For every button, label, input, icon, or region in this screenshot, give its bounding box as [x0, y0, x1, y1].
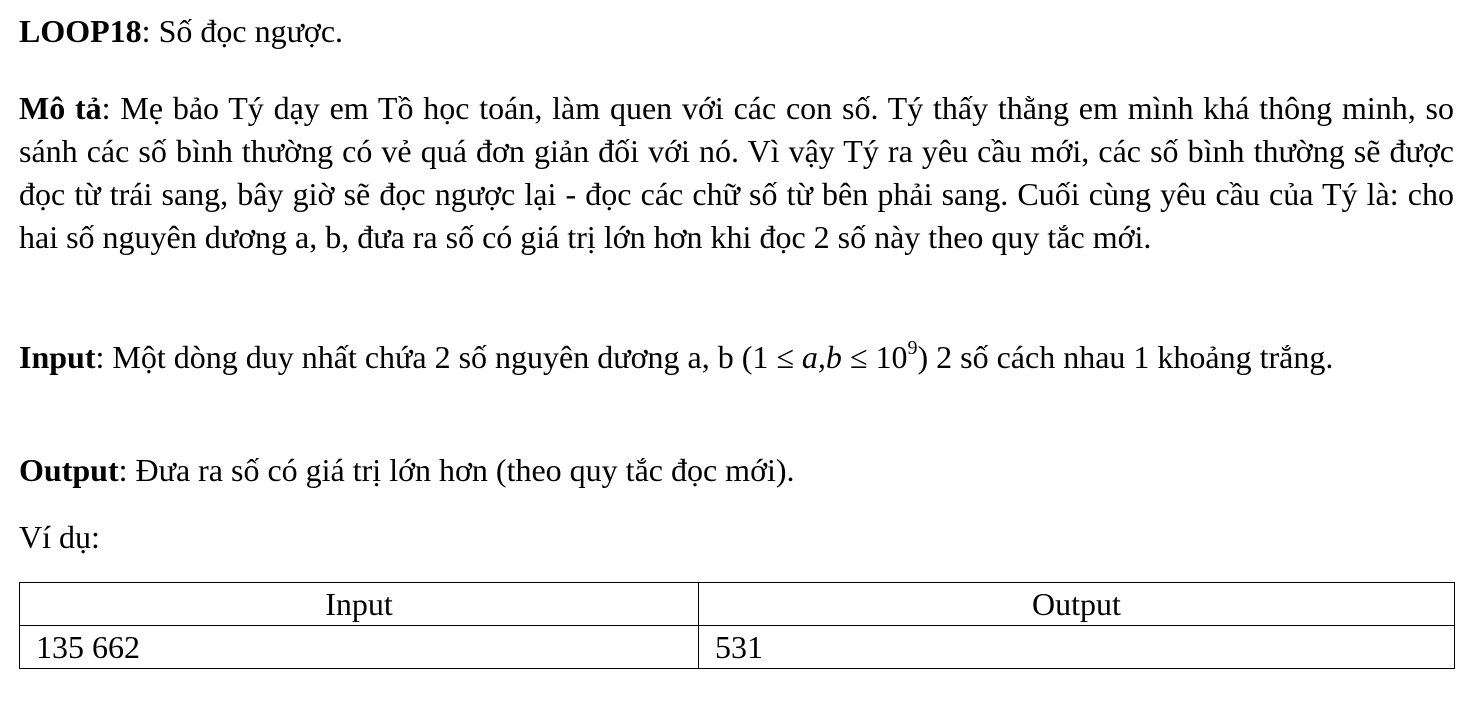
- table-header-output: Output: [699, 583, 1455, 626]
- input-exponent: 9: [907, 337, 918, 360]
- problem-code: LOOP18: [19, 13, 142, 49]
- example-label: Ví dụ:: [19, 519, 100, 555]
- input-text-after: ) 2 số cách nhau 1 khoảng trắng.: [917, 339, 1334, 375]
- output-label: Output: [19, 452, 119, 488]
- description-paragraph: [19, 87, 1454, 259]
- table-cell-input: 135 662: [20, 626, 699, 669]
- input-text-le: ≤ 10: [841, 339, 908, 375]
- input-math-vars: a,b: [801, 339, 842, 375]
- output-paragraph: [19, 449, 1454, 492]
- table-header-row: [20, 583, 1455, 626]
- description-text: : Mẹ bảo Tý dạy em Tồ học toán, làm quen với các con số. Tý thấy thằng em mình khá thông minh, so sánh các số bình thường có vẻ quá đơn giản đối với nó. Vì vậy Tý ra yêu cầu mới, các số bình thường sẽ được đọc từ trái sang, bây giờ sẽ đọc ngược lại - đọc các chữ số từ bên phải sang. Cuối cùng yêu cầu của Tý là: cho hai số nguyên dương a, b, đưa ra số có giá trị lớn hơn khi đọc 2 số này theo quy tắc mới.: [19, 90, 1455, 255]
- description-label: Mô tả: [19, 90, 102, 126]
- problem-title: [19, 10, 1454, 53]
- table-header-input: Input: [20, 583, 699, 626]
- table-row: [20, 626, 1455, 669]
- input-label: Input: [19, 339, 96, 375]
- examples-table: [19, 582, 1455, 669]
- input-paragraph: [19, 336, 1454, 379]
- output-text: : Đưa ra số có giá trị lớn hơn (theo quy tắc đọc mới).: [118, 452, 795, 488]
- problem-title-text: : Số đọc ngược.: [141, 13, 344, 49]
- input-text-before: : Một dòng duy nhất chứa 2 số nguyên dương a, b (1 ≤: [95, 339, 802, 375]
- table-cell-output: 531: [699, 626, 1455, 669]
